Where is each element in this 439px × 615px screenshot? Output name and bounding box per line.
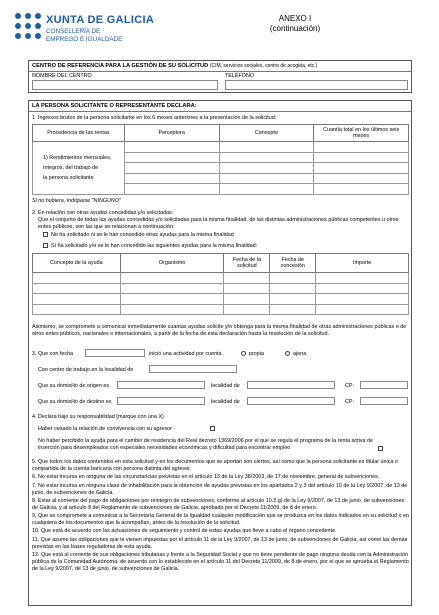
aid-cell[interactable] xyxy=(224,273,270,284)
activity-date-field[interactable] xyxy=(85,349,145,357)
aid-cell[interactable] xyxy=(33,294,121,305)
annex-subtitle: (continuación) xyxy=(269,23,321,33)
no-aid-checkbox[interactable] xyxy=(43,232,48,237)
centre-phone-field[interactable] xyxy=(225,80,408,90)
centre-name-label: NOMBRE DEL CENTRO xyxy=(32,73,92,79)
xunta-logo-icon xyxy=(15,13,41,39)
item9-text: 9. Que se compromete a comunicar a la Secretaría General de la Igualdad cualquier modificación que se produzca en los datos indicados en su solicitud o en cualquiera de los documentos que la acompañan, antes de la resolución de la solicitud. xyxy=(32,513,409,526)
origin-address-label: Que su domicilio de origen es xyxy=(38,383,110,389)
aid-cell[interactable] xyxy=(316,273,409,284)
own-account-label: propia xyxy=(249,351,264,357)
aid-cell[interactable] xyxy=(316,304,409,315)
income-row-label-line: la persona solicitante xyxy=(43,174,94,181)
work-centre-locality-field[interactable] xyxy=(149,365,237,373)
income-cell[interactable] xyxy=(219,163,314,174)
dest-locality-label: localidad de xyxy=(211,399,240,405)
aid-cell[interactable] xyxy=(224,304,270,315)
work-centre-label: Con centro de trabajo en la localidad de xyxy=(38,367,134,373)
reference-centre-title-note: (CIM, servicios sociales, centro de acogida, etc.) xyxy=(209,63,318,69)
declaration-section xyxy=(28,100,412,606)
origin-postcode-label: CP: xyxy=(345,383,354,389)
reference-centre-title xyxy=(29,61,411,72)
income-cell[interactable] xyxy=(219,184,314,195)
department-line-1: CONSELLERÍA DE xyxy=(46,28,101,35)
dest-address-field[interactable] xyxy=(117,397,205,405)
income-cell[interactable] xyxy=(219,152,314,163)
org-name: XUNTA DE GALICIA xyxy=(46,14,155,26)
aid-header-grant-date: Fecha de concesión xyxy=(270,254,316,273)
reference-centre-section xyxy=(28,60,412,93)
item8-text: 8. Estar al corriente del pago de obligaciones por reintegro de subvenciones, conforme al artículo 10.2.g) de la Ley 9/2007, de 13 de junio, de subvenciones de Galicia, y al artículo 9 del Reglamento de subvenciones de Galicia, aprobado por el Decreto 11/2009, de 8 de enero. xyxy=(32,498,405,511)
income-cell[interactable] xyxy=(314,163,409,174)
income-cell[interactable] xyxy=(124,184,219,195)
aid-cell[interactable] xyxy=(33,283,121,294)
item4-option1-checkbox[interactable] xyxy=(210,426,215,431)
aid-header-amount: Importe xyxy=(316,254,409,273)
income-cell[interactable] xyxy=(124,152,219,163)
annex-title: ANEXO I xyxy=(278,14,312,23)
aid-cell[interactable] xyxy=(120,273,224,284)
item1-text: 1. Ingresos brutos de la persona solicitante en los 6 meses anteriores a la presentación de la solicitud: xyxy=(32,115,277,121)
income-row-label-line: íntegros, del trabajo de xyxy=(43,164,99,171)
income-header-amount: Cuantía total en los últimos seis meses xyxy=(314,125,409,142)
income-cell[interactable] xyxy=(124,163,219,174)
income-header-recipient: Perceptora xyxy=(124,125,219,142)
aid-table xyxy=(32,253,409,315)
origin-locality-label: localidad de xyxy=(211,383,240,389)
others-account-radio[interactable] xyxy=(285,351,290,356)
income-cell[interactable] xyxy=(314,184,409,195)
yes-aid-label: Sí ha solicitado y/o se le han concedido las siguientes ayudas para la misma finalidad: xyxy=(51,243,258,249)
income-row-label-line: 1) Rendimientos mensuales, xyxy=(43,154,112,161)
centre-phone-label: TELÉFONO xyxy=(225,73,255,79)
item6-text: 6. No estar incursa en ninguna de las circunstancias previstas en el artículo 13 de la Ley 38/2003, de 17 de noviembre, general de subvenciones. xyxy=(32,474,380,480)
dest-locality-field[interactable] xyxy=(247,397,335,405)
item12-text: 12. Que está al corriente de sus obligaciones tributarias y frente a la Seguridad Social y que no tiene pendiente de pago ninguna deuda con la Administración pública de la Comunidad Autónoma, de acuerdo con lo establecido en el artículo 11 del Decreto 11/2009, de 8 de enero, por el que se aprueba el Reglamento de la Ley 9/2007, de 13 de junio, de subvenciones de Galicia. xyxy=(32,552,409,572)
dest-address-label: Que su domicilio de destino es xyxy=(38,399,112,405)
item4-text: 4. Declara bajo su responsabilidad (marque con una X) xyxy=(32,414,164,420)
aid-cell[interactable] xyxy=(120,283,224,294)
income-cell[interactable] xyxy=(124,142,219,153)
item7-text: 7. No estar incursa en ninguna clase de inhabilitación para la obtención de ayudas previstas en los apartados 2 y 3 del artículo 10 de la Ley 9/2007, de 13 de junio, de subvenciones de Galicia. xyxy=(32,483,408,496)
aid-cell[interactable] xyxy=(224,283,270,294)
aid-cell[interactable] xyxy=(316,294,409,305)
dest-postcode-label: CP: xyxy=(345,399,354,405)
aid-header-concept: Concepto de la ayuda xyxy=(33,254,121,273)
page-header xyxy=(15,10,425,50)
item3-suffix: inició una actividad por cuenta xyxy=(149,351,222,357)
own-account-radio[interactable] xyxy=(241,351,246,356)
origin-postcode-field[interactable] xyxy=(360,381,408,389)
aid-cell[interactable] xyxy=(270,294,316,305)
item4-option2-checkbox[interactable] xyxy=(378,446,383,451)
aid-cell[interactable] xyxy=(270,273,316,284)
income-cell[interactable] xyxy=(219,173,314,184)
aid-cell[interactable] xyxy=(316,283,409,294)
income-cell[interactable] xyxy=(219,142,314,153)
income-cell[interactable] xyxy=(314,142,409,153)
aid-cell[interactable] xyxy=(270,283,316,294)
aid-cell[interactable] xyxy=(120,304,224,315)
department-name xyxy=(46,28,122,43)
no-aid-label: No ha solicitado ni se le han concedido otras ayudas para la misma finalidad xyxy=(51,232,234,238)
others-account-label: ajena xyxy=(293,351,307,357)
aid-cell[interactable] xyxy=(33,273,121,284)
none-note: Si no hubiera, indíquese "NINGUNO" xyxy=(32,198,121,204)
item2-text: Que el conjunto de todas las ayudas concedidas y/o solicitadas para la misma finalidad, de las distintas administraciones públicas competentes u otros entes públicos, son las que se relacionan a continuación: xyxy=(38,217,399,230)
item11-text: 11. Que asume las obligaciones que le vienen impuestas por el artículo 11 de la Ley 9/2007, de 13 de junio, de subvenciones de Galicia, así como las demás previstas en las bases reguladoras de esta ayuda. xyxy=(32,537,408,550)
aid-cell[interactable] xyxy=(224,294,270,305)
aid-cell[interactable] xyxy=(33,304,121,315)
commitment-text: Asimismo, se compromete a comunicar inmediatamente cuantas ayudas solicite y/o obtenga para la misma finalidad de otras administraciones públicas o de otros entes públicos, nacionales o internacionales, a partir de la fecha de esta declaración hasta la resolución de la solicitud. xyxy=(32,324,407,337)
aid-cell[interactable] xyxy=(270,304,316,315)
department-line-2: EMPREGO E IGUALDADE xyxy=(46,35,123,43)
item5-text: 5. Que todos los datos contenidos en esta solicitud y en los documentos que se aportan son ciertos, así como que la persona solicitante es titular única o compartida de la cuenta bancaria con persona distinta del agresor. xyxy=(32,459,398,472)
centre-name-field[interactable] xyxy=(32,80,218,90)
income-cell[interactable] xyxy=(124,173,219,184)
dest-postcode-field[interactable] xyxy=(360,397,408,405)
origin-address-field[interactable] xyxy=(117,381,205,389)
item2-title: 2. En relación con otras ayudas concedidas y/o solicitadas: xyxy=(32,210,174,216)
aid-header-body: Organismo xyxy=(120,254,224,273)
income-cell[interactable] xyxy=(314,152,409,163)
item4-option2-text: No haber percibido la ayuda para el cambio de residencia del Real decreto 1369/2006 por el que se regula el programa de la renta activa de inserción para desempleados con especiales necesidades económicas y dificultad para encontrar empleo xyxy=(38,438,374,451)
reference-centre-title-text: CENTRO DE REFERENCIA PARA LA GESTIÓN DE SU SOLICITUD xyxy=(32,63,209,69)
annex-heading xyxy=(255,14,335,33)
origin-locality-field[interactable] xyxy=(247,381,335,389)
income-header-source: Procedencia de las rentas xyxy=(33,125,125,142)
aid-header-request-date: Fecha de la solicitud xyxy=(224,254,270,273)
income-cell[interactable] xyxy=(314,173,409,184)
item4-option1-label: Haber cesado la relación de convivencia con su agresor xyxy=(38,426,172,432)
declaration-title: LA PERSONA SOLICITANTE O REPRESENTANTE DECLARA: xyxy=(29,101,411,112)
income-table xyxy=(32,124,409,195)
aid-cell[interactable] xyxy=(120,294,224,305)
income-row-label-cell xyxy=(33,142,125,195)
income-header-concept: Concepto xyxy=(219,125,314,142)
item3-prefix: 3. Que con fecha xyxy=(32,351,74,357)
yes-aid-checkbox[interactable] xyxy=(43,243,48,248)
item10-text: 10. Que está de acuerdo con las actuaciones de seguimiento y control de estas ayudas que lleve a cabo el órgano concedente. xyxy=(32,528,337,534)
